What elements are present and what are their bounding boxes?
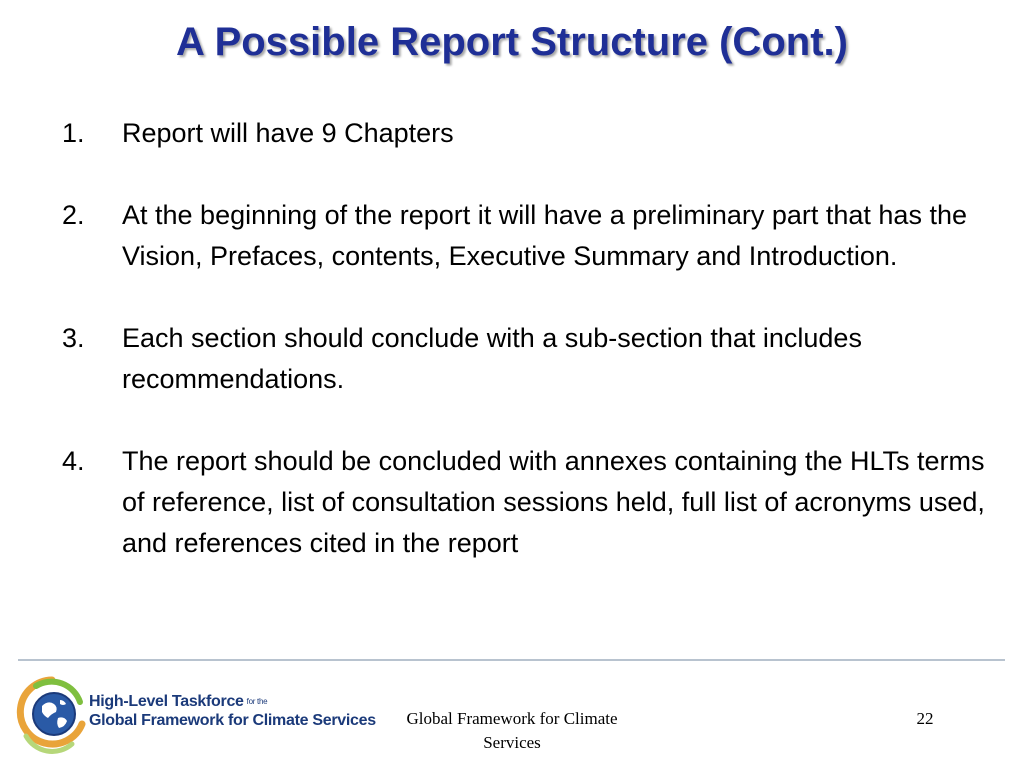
logo-line2: Global Framework for Climate Services — [89, 712, 376, 730]
list-item — [58, 113, 1013, 154]
footer-divider — [18, 659, 1005, 661]
list-item-number: 3. — [62, 323, 85, 353]
footer-text: Global Framework for Climate Services — [406, 709, 618, 752]
logo-wordmark — [89, 692, 376, 730]
page-number: 22 — [916, 709, 934, 728]
list-item-text: Each section should conclude with a sub-section that includes recommendations. — [122, 323, 862, 394]
list-item-number: 4. — [62, 446, 85, 476]
logo-line1: High-Level Taskforce — [89, 693, 244, 710]
list-item-number: 1. — [62, 118, 85, 148]
logo-for-the: for the — [246, 697, 268, 707]
report-structure-list — [58, 113, 1013, 564]
list-item-number: 2. — [62, 200, 85, 230]
globe-emblem-icon — [16, 674, 88, 754]
list-item — [58, 318, 1013, 400]
list-item — [58, 441, 1013, 564]
slide-title: A Possible Report Structure (Cont.) — [176, 20, 848, 64]
list-item-text: The report should be concluded with annexes containing the HLTs terms of reference, list of consultation sessions held, full list of acronyms used, and references cited in the report — [122, 446, 985, 558]
list-item-text: Report will have 9 Chapters — [122, 118, 454, 148]
hlt-logo — [16, 674, 376, 754]
list-item-text: At the beginning of the report it will have a preliminary part that has the Vision, Prefaces, contents, Executive Summary and Introduction. — [122, 200, 967, 271]
list-item — [58, 195, 1013, 277]
